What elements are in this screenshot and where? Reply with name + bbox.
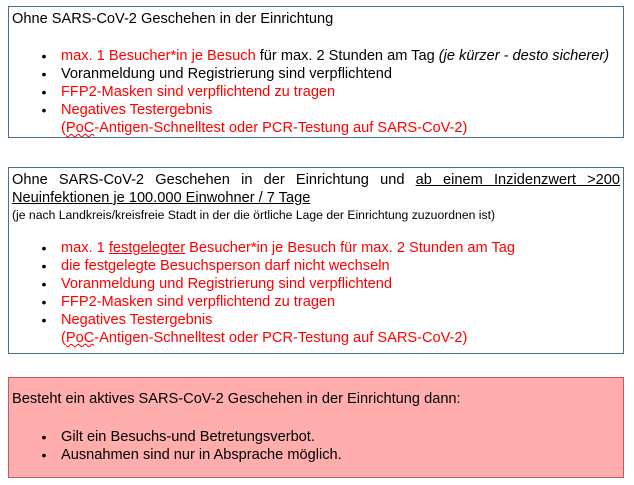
list-item: • FFP2-Masken sind verpflichtend zu tragen bbox=[12, 293, 620, 311]
bullet-icon: • bbox=[41, 258, 47, 274]
list-item: • Negatives Testergebnis (PoC-Antigen-Schnelltest oder PCR-Testung auf SARS-CoV-2) bbox=[12, 101, 620, 137]
bullet-icon: • bbox=[41, 102, 47, 118]
bullet-icon: • bbox=[41, 312, 47, 328]
box2-heading: Ohne SARS-CoV-2 Geschehen in der Einrichtung und ab einem Inzidenzwert >200 Neuinfektionen je 100.000 Einwohner / 7 Tage bbox=[12, 172, 620, 206]
bullet-icon: • bbox=[41, 447, 47, 463]
rules-box-active-outbreak bbox=[8, 377, 624, 478]
list-item: • max. 1 festgelegter Besucher*in je Besuch für max. 2 Stunden am Tag bbox=[12, 239, 620, 257]
list-item: • Voranmeldung und Registrierung sind verpflichtend bbox=[12, 275, 620, 293]
bullet-icon: • bbox=[41, 276, 47, 292]
list-item: • FFP2-Masken sind verpflichtend zu tragen bbox=[12, 83, 620, 101]
box2-subnote: (je nach Landkreis/kreisfreie Stadt in der die örtliche Lage der Einrichtung zuzuordnen ist) bbox=[12, 208, 496, 222]
bullet-icon: • bbox=[41, 48, 47, 64]
box2-list bbox=[12, 239, 620, 347]
rules-box-high-incidence bbox=[8, 167, 624, 354]
bullet-icon: • bbox=[41, 66, 47, 82]
list-item: • Negatives Testergebnis (PoC-Antigen-Schnelltest oder PCR-Testung auf SARS-CoV-2) bbox=[12, 311, 620, 347]
list-item: • max. 1 Besucher*in je Besuch für max. 2 Stunden am Tag (je kürzer - desto sicherer) bbox=[12, 47, 620, 65]
list-item: • die festgelegte Besuchsperson darf nicht wechseln bbox=[12, 257, 620, 275]
box3-heading: Besteht ein aktives SARS-CoV-2 Geschehen in der Einrichtung dann: bbox=[12, 391, 461, 407]
bullet-icon: • bbox=[41, 429, 47, 445]
list-item: • Ausnahmen sind nur in Absprache möglich. bbox=[12, 446, 620, 464]
rules-box-no-outbreak bbox=[8, 6, 624, 138]
list-item: • Gilt ein Besuchs-und Betretungsverbot. bbox=[12, 428, 620, 446]
box3-list bbox=[12, 428, 620, 464]
bullet-icon: • bbox=[41, 240, 47, 256]
bullet-icon: • bbox=[41, 294, 47, 310]
bullet-icon: • bbox=[41, 84, 47, 100]
list-item: • Voranmeldung und Registrierung sind verpflichtend bbox=[12, 65, 620, 83]
box1-list bbox=[12, 47, 620, 137]
box1-heading: Ohne SARS-CoV-2 Geschehen in der Einrichtung bbox=[12, 11, 334, 27]
